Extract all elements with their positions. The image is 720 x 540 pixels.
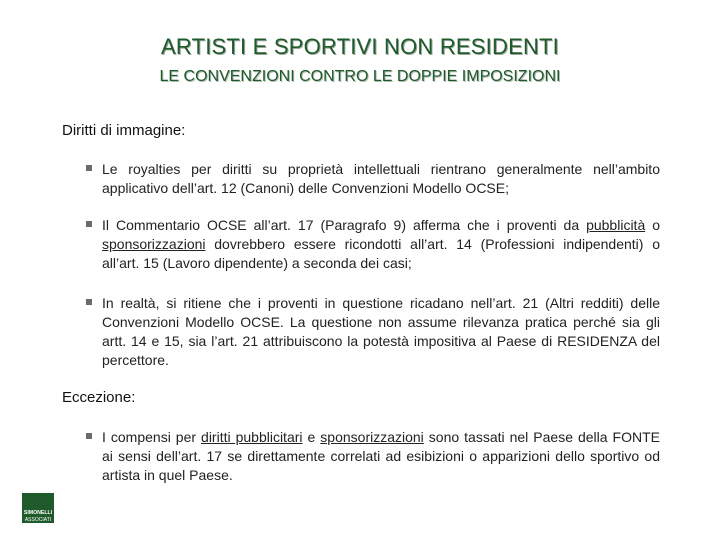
- company-logo: [22, 493, 54, 523]
- bullet-item: [86, 294, 660, 370]
- bullet-text-part: Il Commentario OCSE all’art. 17 (Paragrafo 9) afferma che i proventi da: [102, 217, 587, 233]
- logo-line1: SIMONELLI: [23, 510, 53, 516]
- square-bullet-icon: [86, 165, 92, 171]
- bullet-text-part: o: [645, 217, 660, 233]
- bullet-text-part: I compensi per: [102, 429, 202, 445]
- slide-subtitle: LE CONVENZIONI CONTRO LE DOPPIE IMPOSIZIONI: [159, 68, 561, 85]
- bullet-item: [86, 428, 660, 485]
- slide-title: ARTISTI E SPORTIVI NON RESIDENTI: [161, 34, 559, 59]
- square-bullet-icon: [86, 433, 92, 439]
- underlined-term: sponsorizzazioni: [320, 429, 424, 445]
- section-heading-eccezione: Eccezione:: [62, 389, 136, 406]
- bullet-text: [102, 216, 660, 273]
- square-bullet-icon: [86, 221, 92, 227]
- bullet-text-part: e: [302, 429, 321, 445]
- bullet-item: [86, 160, 660, 198]
- bullet-text: In realtà, si ritiene che i proventi in questione ricadano nell’art. 21 (Altri redditi) delle Convenzioni Modello OCSE. La questione non assume rilevanza pratica perché sia gli artt. 14 e 15, sia l’art. 21 attribuiscono la potestà impositiva al Paese di RESIDENZA del percettore.: [102, 295, 660, 368]
- bullet-item: [86, 216, 660, 273]
- logo-wordmark-icon: [22, 507, 54, 523]
- underlined-term: diritti pubblicitari: [201, 429, 303, 445]
- bullet-text: Le royalties per diritti su proprietà intellettuali rientrano generalmente nell’ambito applicativo dell’art. 12 (Canoni) delle Convenzioni Modello OCSE;: [102, 161, 660, 196]
- section-heading-diritti: Diritti di immagine:: [62, 122, 186, 139]
- bullet-text-part: sono tassati nel Paese della FONTE ai sensi dell’art. 17 se direttamente correlati ad esibizioni o apparizioni dello sportivo od artista in quel Paese.: [102, 429, 660, 483]
- underlined-term: sponsorizzazioni: [102, 236, 206, 252]
- bullet-text-part: dovrebbero essere ricondotti all’art. 14 (Professioni indipendenti) o all’art. 15 (Lavoro dipendente) a seconda dei casi;: [102, 236, 660, 271]
- underlined-term: pubblicità: [586, 217, 646, 233]
- square-bullet-icon: [86, 299, 92, 305]
- bullet-text: [102, 428, 660, 485]
- logo-line2: ASSOCIATI: [24, 517, 52, 523]
